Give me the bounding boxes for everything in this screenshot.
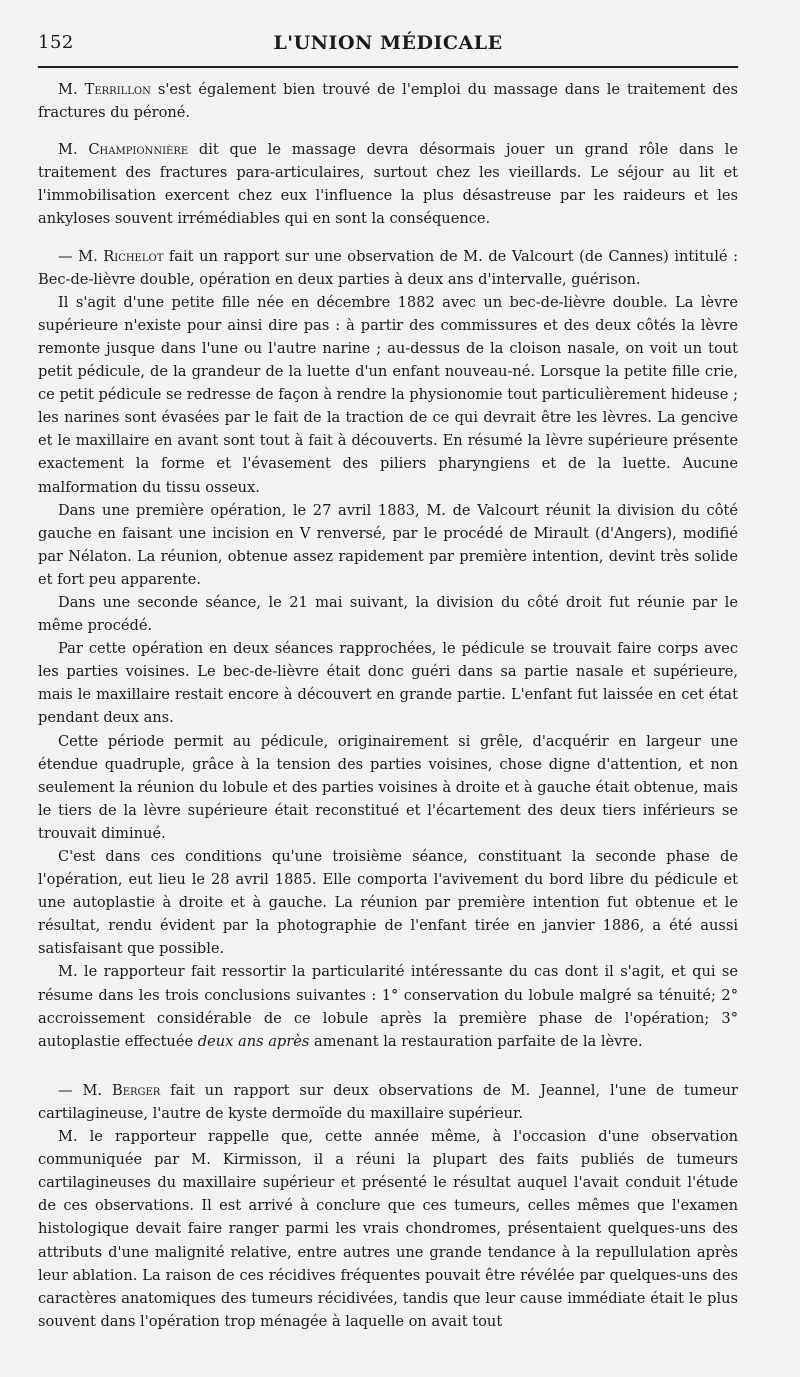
- journal-title: L'UNION MÉDICALE: [273, 32, 503, 54]
- paragraph-first-operation: Dans une première opération, le 27 avril 1883, M. de Valcourt réunit la division du côté gauche en faisant une incision en V renversé, par le procédé de Mirault (d'Angers), modifié par Nélaton. La réunion, obtenue assez rapidement par première intention, devint très solide et fort peu apparente.: [38, 501, 738, 588]
- paragraph-berger: [38, 1079, 738, 1125]
- paragraph-rapporteur: M. le rapporteur rappelle que, cette année même, à l'occasion d'une observation communiquée par M. Kirmisson, il a réuni la plupart des faits publiés de tumeurs cartilagineuses du maxillaire supérieur et présenté le résultat auquel l'avait conduit l'étude de ces observations. Il est arrivé à conclure que ces tumeurs, celles mêmes que l'examen histologique devait faire ranger parmi les vrais chondromes, présentaient quelques-uns des attributs d'une malignité relative, entre autres une grande tendance à la repullulation après leur ablation. La raison de ces récidives fréquentes pouvait être révélée par quelques-uns des caractères anatomiques des tumeurs récidivées, tandis que leur cause immédiate était le plus souvent dans l'opération trop ménagée à laquelle on avait tout: [38, 1128, 738, 1330]
- paragraph-third-session: C'est dans ces conditions qu'une troisième séance, constituant la seconde phase de l'opération, eut lieu le 28 avril 1885. Elle comporta l'avivement du bord libre du pédicule et une autoplastie à droite et à gauche. La réunion par première intention fut obtenue et le résultat, rendu évident par la photographie de l'enfant tirée en janvier 1886, a été aussi satisfaisant que possible.: [38, 848, 738, 958]
- paragraph-text: fait un rapport sur une observation de M. de Valcourt (de Cannes) intitulé : Bec-de-lièvre double, opération en deux parties à deux ans d'intervalle, guérison.: [38, 247, 738, 288]
- paragraph-text-end: amenant la restauration parfaite de la lèvre.: [309, 1032, 643, 1050]
- paragraph-prefix: M.: [58, 141, 89, 159]
- header-rule: [38, 66, 738, 68]
- emphasis-text: deux ans après: [197, 1032, 310, 1050]
- paragraph-text: dit que le massage devra désormais jouer un grand rôle dans le traitement des fractures para-articulaires, surtout chez les vieillards. Le séjour au lit et l'immobilisation exercent chez eux l'influence la plus désastreuse par les raideurs et les ankyloses souvent irrémédiables qui en sont la conséquence.: [38, 141, 738, 228]
- paragraph-prefix: M.: [58, 81, 85, 98]
- running-head: [38, 28, 738, 58]
- paragraph-second-session: Dans une seconde séance, le 21 mai suivant, la division du côté droit fut réunie par le même procédé.: [38, 593, 738, 635]
- paragraph-prefix: — M.: [58, 247, 104, 265]
- paragraph-conclusions: [38, 960, 738, 1052]
- paragraph-period: Cette période permit au pédicule, originairement si grêle, d'acquérir en largeur une étendue quadruple, grâce à la tension des parties voisines, chose digne d'attention, et non seulement la réunion du lobule et des parties voisines à droite et à gauche était obtenue, mais le tiers de la lèvre supérieure était reconstitué et l'écartement des deux tiers inférieurs se trouvait diminué.: [38, 732, 738, 842]
- speaker-name: Richelot: [103, 247, 164, 265]
- speaker-name: Berger: [111, 1081, 161, 1099]
- speaker-name: Championnière: [88, 141, 189, 159]
- speaker-name: Terrillon: [84, 81, 151, 98]
- paragraph-two-sessions: Par cette opération en deux séances rapprochées, le pédicule se trouvait faire corps avec les parties voisines. Le bec-de-lièvre était donc guéri dans sa partie nasale et supérieure, mais le maxillaire restait encore à découvert en grande partie. L'enfant fut laissée en cet état pendant deux ans.: [38, 640, 738, 727]
- paragraph-championniere: [38, 138, 738, 230]
- paragraph-case-description: Il s'agit d'une petite fille née en décembre 1882 avec un bec-de-lièvre double. La lèvre supérieure n'existe pour ainsi dire pas : à partir des commissures et des deux côtés la lèvre remonte jusque dans l'une ou l'autre narine ; au-dessus de la cloison nasale, on voit un tout petit pédicule, de la grandeur de la luette d'un enfant nouveau-né. Lorsque la petite fille crie, ce petit pédicule se redresse de façon à rendre la physionomie tout particulièrement hideuse ; les narines sont évasées par le fait de la traction de ce qui devrait être les lèvres. La gencive et le maxillaire en avant sont tout à fait à découverts. En résumé la lèvre supérieure présente exactement la forme et l'évasement des piliers pharyngiens et de la luette. Aucune malformation du tissu osseux.: [38, 293, 738, 496]
- paragraph-terrillon: [38, 78, 738, 124]
- page-number: 152: [38, 32, 74, 53]
- paragraph-richelot: [38, 245, 738, 291]
- article-body: [38, 78, 738, 1333]
- paragraph-text: s'est également bien trouvé de l'emploi du massage dans le traitement des fractures du péroné.: [38, 81, 738, 122]
- paragraph-text: M. le rapporteur fait ressortir la particularité intéressante du cas dont il s'agit, et qui se résume dans les trois conclusions suivantes : 1° conservation du lobule malgré sa ténuité; 2° accroissement considérable de ce lobule après la première phase de l'opération; 3° autoplastie effectuée: [38, 963, 738, 1050]
- paragraph-prefix: — M.: [58, 1081, 112, 1099]
- paragraph-text: fait un rapport sur deux observations de M. Jeannel, l'une de tumeur cartilagineuse, l'autre de kyste dermoïde du maxillaire supérieur.: [38, 1081, 738, 1122]
